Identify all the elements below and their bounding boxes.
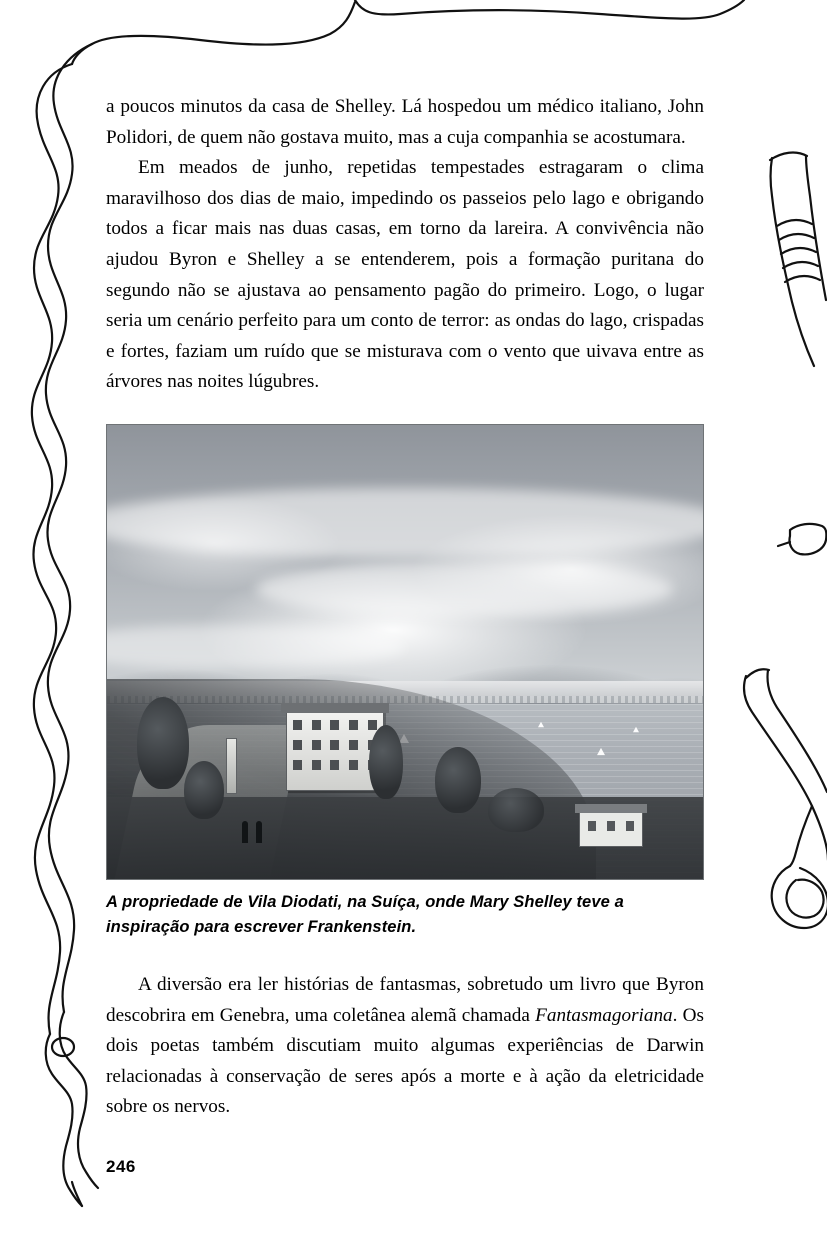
paragraph-3-part-2: . Os dois poetas também discutiam muito algumas experiências de Darwin relacionadas à conservação de seres após a morte e à ação da eletricidade sobre os nervos. <box>106 1004 704 1118</box>
squiggly-vine-left-border <box>32 64 72 1034</box>
figure-villa-diodati <box>106 424 704 940</box>
page-number: 246 <box>106 1157 136 1176</box>
tree-4 <box>184 761 224 819</box>
quill-pen-lower-right <box>744 669 827 928</box>
text-column <box>106 92 704 1123</box>
paragraph-2: Em meados de junho, repetidas tempestades estragaram o clima maravilhoso dos dias de maio, impedindo os passeios pelo lago e obrigando todos a ficar mais nas duas casas, em torno da lareira. A convivência não ajudou Byron e Shelley a se entenderem, pois a formação puritana do segundo não se ajustava ao pensamento pagão do primeiro. Logo, o lugar seria um cenário perfeito para um conto de terror: as ondas do lago, crispadas e fortes, faziam um ruído que se misturava com o vento que uivava entre as árvores nas noites lúgubres. <box>106 157 704 393</box>
wavy-line-top <box>355 0 744 19</box>
figure-caption-part-1: A propriedade de Vila Diodati, na Suíça, onde Mary Shelley teve a inspiração para escrever <box>106 892 624 936</box>
sailboat-4 <box>633 726 639 731</box>
sailboat-3 <box>538 722 544 727</box>
cloud-band-1 <box>106 488 704 558</box>
pen-nib-bottom-left <box>46 1012 98 1206</box>
tree-5 <box>488 788 544 832</box>
figure-caption-part-2: . <box>411 917 417 936</box>
villa-window-row-1 <box>293 720 377 730</box>
cloud-band-2 <box>256 561 673 617</box>
paragraph-3-book-title: Fantasmagoriana <box>535 1004 673 1026</box>
engraving-image <box>106 424 704 880</box>
tree-1 <box>137 697 189 789</box>
figure-caption <box>106 890 704 940</box>
paragraph-3 <box>106 970 704 1123</box>
pen-tip-mid-right <box>778 524 826 554</box>
two-strolling-figures <box>238 817 272 843</box>
lakeside-cottage <box>579 811 643 847</box>
tree-2 <box>369 725 403 799</box>
paragraph-3-part-1: A diversão era ler histórias de fantasmas, sobretudo um livro que Byron descobrira em Genebra, uma coletânea alemã chamada <box>106 973 704 1026</box>
villa-window-row-3 <box>293 760 377 770</box>
paragraph-1: a poucos minutos da casa de Shelley. Lá hospedou um médico italiano, John Polidori, de quem não gostava muito, mas a cuja companhia se acostumara. <box>106 96 704 148</box>
sailboat-2 <box>597 748 605 755</box>
villa-window-row-2 <box>293 740 377 750</box>
tree-3 <box>435 747 481 813</box>
figure-caption-title: Frankenstein <box>307 917 412 936</box>
garden-obelisk <box>226 738 237 794</box>
fountain-pen-right <box>770 153 826 366</box>
